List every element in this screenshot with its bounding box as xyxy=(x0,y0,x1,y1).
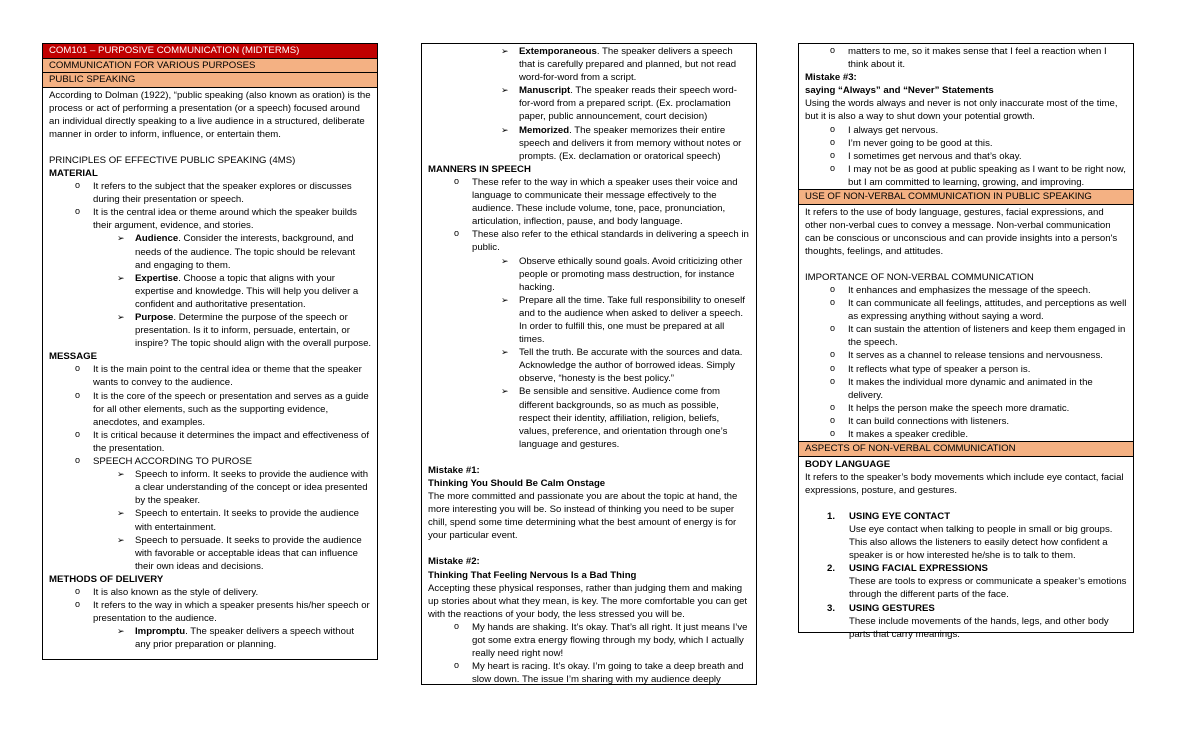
document-title-bar: COM101 – PURPOSIVE COMMUNICATION (MIDTERMS) xyxy=(43,44,377,59)
manners-heading: MANNERS IN SPEECH xyxy=(428,163,531,175)
list-item: o My hands are shaking. It’s okay. That’s all right. It just means I’ve got some extra energy flowing through my body, which I actually really need right now! xyxy=(428,621,751,660)
list-item: ➢ Purpose. Determine the purpose of the speech or presentation. Is it to inform, persuade, entertain, or inspire? The topic should align with the overall purpose. xyxy=(49,311,372,350)
list-item: ➢ Speech to entertain. It seeks to provide the audience with entertainment. xyxy=(49,507,372,533)
list-item: o I always get nervous. xyxy=(805,124,1128,137)
list-item: o SPEECH ACCORDING TO PUROSE xyxy=(49,455,372,468)
list-item: o It can sustain the attention of listeners and keep them engaged in the speech. xyxy=(805,323,1128,349)
list-item: ➢ Speech to persuade. It seeks to provide the audience with favorable or acceptable ideas that can influence their own ideas and decisions. xyxy=(49,534,372,573)
list-item: o It serves as a channel to release tensions and nervousness. xyxy=(805,349,1128,362)
numbered-item: 3. USING GESTURES xyxy=(827,602,935,614)
mistake-2-text: Accepting these physical responses, rather than judging them and making up stories about what they mean, is key. The more comfortable you can get with the reactions of your body, the less stressed you will be. xyxy=(428,582,748,620)
mistake-2-title: Thinking That Feeling Nervous Is a Bad Thing xyxy=(428,569,637,581)
list-item: o It makes the individual more dynamic and animated in the delivery. xyxy=(805,376,1128,402)
section-bar: COMMUNICATION FOR VARIOUS PURPOSES xyxy=(43,59,377,74)
list-item: o It is the central idea or theme around which the speaker builds their argument, evidence, and stories. xyxy=(49,206,372,232)
importance-heading: IMPORTANCE OF NON-VERBAL COMMUNICATION xyxy=(805,271,1034,283)
mistake-3-label: Mistake #3: xyxy=(805,72,857,84)
list-item: ➢ Audience. Consider the interests, background, and needs of the audience. The topic should be relevant and engaging to them. xyxy=(49,232,372,271)
list-item: ➢ Prepare all the time. Take full responsibility to oneself and to the audience when asked to deliver a speech. In order to fulfill this, one must be prepared at all times. xyxy=(428,294,751,346)
list-item: o It reflects what type of speaker a person is. xyxy=(805,363,1128,376)
list-item: o It enhances and emphasizes the message of the speech. xyxy=(805,284,1128,297)
mistake-3-title: saying “Always” and “Never” Statements xyxy=(805,85,994,97)
list-item: o It helps the person make the speech more dramatic. xyxy=(805,402,1128,415)
list-item: ➢ Impromptu. The speaker delivers a speech without any prior preparation or planning. xyxy=(49,625,372,651)
delivery-heading: METHODS OF DELIVERY xyxy=(49,573,164,585)
body-language-heading: BODY LANGUAGE xyxy=(805,458,891,470)
list-item: o It makes a speaker credible. xyxy=(805,428,1128,441)
list-item: ➢ Be sensible and sensitive. Audience come from different backgrounds, so as much as possible, respect their identity, affiliation, religion, beliefs, values, preference, and orientation through one’s language and gestures. xyxy=(428,385,751,450)
body-language-text: It refers to the speaker’s body movements which include eye contact, facial expressions, posture, and gestures. xyxy=(805,471,1124,496)
mistake-3-text: Using the words always and never is not only inaccurate most of the time, but it is also a way to shut down your potential growth. xyxy=(805,98,1118,123)
numbered-item-text: Use eye contact when talking to people in small or big groups. This also allows the listeners to easily detect how confident a speaker is or how interested he/she is to talk to them. xyxy=(849,524,1113,562)
list-item: o It is the core of the speech or presentation and serves as a guide for all other elements, such as the supporting evidence, anecdotes, and examples. xyxy=(49,390,372,429)
list-item: ➢ Observe ethically sound goals. Avoid criticizing other people or promoting mass destruction, for instance hacking. xyxy=(428,255,751,294)
numbered-item-text: These are tools to express or communicate a speaker’s emotions through the different parts of the face. xyxy=(849,576,1127,601)
list-item: o It is critical because it determines the impact and effectiveness of the presentation. xyxy=(49,429,372,455)
column-3 xyxy=(798,43,1134,640)
subsection-bar: PUBLIC SPEAKING xyxy=(43,73,377,88)
message-heading: MESSAGE xyxy=(49,351,97,363)
material-heading: MATERIAL xyxy=(49,167,98,179)
intro-paragraph: According to Dolman (1922), “public speaking (also known as oration) is the process or act of performing a presentation (or a speech) focused around an individual directly speaking to a live audience in a structured, deliberate manner in order to inform, influence, or entertain them. xyxy=(49,89,371,140)
numbered-item: 1. USING EYE CONTACT xyxy=(827,510,951,522)
list-item: ➢ Manuscript. The speaker reads their speech word-for-word from a prepared script. (Ex. proclamation paper, public announcement, court decision) xyxy=(428,84,751,123)
nonverbal-section-bar: USE OF NON-VERBAL COMMUNICATION IN PUBLIC SPEAKING xyxy=(799,189,1133,205)
column-1 xyxy=(42,43,378,660)
list-item: o These also refer to the ethical standards in delivering a speech in public. xyxy=(428,228,751,254)
mistake-1-label: Mistake #1: xyxy=(428,464,480,476)
list-item: o It can communicate all feelings, attitudes, and perceptions as well as expressing anything without saying a word. xyxy=(805,297,1128,323)
list-item: o It is the main point to the central idea or theme that the speaker wants to convey to the audience. xyxy=(49,363,372,389)
list-item: o I’m never going to be good at this. xyxy=(805,137,1128,150)
nonverbal-text: It refers to the use of body language, gestures, facial expressions, and other non-verbal cues to convey a message. Non-verbal communication can be conscious or unconscious and can provide insights into a person's thoughts, feelings, and attitudes. xyxy=(805,206,1118,257)
aspects-section-bar: ASPECTS OF NON-VERBAL COMMUNICATION xyxy=(799,441,1133,457)
list-item: ➢ Memorized. The speaker memorizes their entire speech and delivers it from memory without notes or prompts. (Ex. declamation or oratorical speech) xyxy=(428,124,751,163)
mistake-2-label: Mistake #2: xyxy=(428,556,480,568)
list-item-continued: o matters to me, so it makes sense that I feel a reaction when I think about it. xyxy=(805,45,1128,71)
list-item: o My heart is racing. It’s okay. I’m going to take a deep breath and slow down. The issue I’m sharing with my audience deeply xyxy=(428,660,751,686)
numbered-item-text: These include movements of the hands, legs, and other body parts that carry meanings. xyxy=(849,615,1109,640)
list-item: ➢ Tell the truth. Be accurate with the sources and data. Acknowledge the author of borrowed ideas. Simply observe, “honesty is the best policy.” xyxy=(428,346,751,385)
list-item: o These refer to the way in which a speaker uses their voice and language to communicate their message effectively to the audience. These include volume, tone, pace, pronunciation, articulation, inflection, pause, and body language. xyxy=(428,176,751,228)
list-item: o I sometimes get nervous and that’s okay. xyxy=(805,150,1128,163)
list-item: o I may not be as good at public speaking as I want to be right now, but I am committed to learning, growing, and improving. xyxy=(805,163,1128,189)
list-item: ➢ Expertise. Choose a topic that aligns with your expertise and knowledge. This will help you deliver a confident and authoritative presentation. xyxy=(49,272,372,311)
list-item: o It refers to the subject that the speaker explores or discusses during their presentation or speech. xyxy=(49,180,372,206)
list-item: o It is also known as the style of delivery. xyxy=(49,586,372,599)
mistake-1-title: Thinking You Should Be Calm Onstage xyxy=(428,478,606,489)
mistake-1-text: The more committed and passionate you are about the topic at hand, the more interesting you will be. So instead of thinking you need to be super chill, spend some time determining what the best amount of energy is for your particular event. xyxy=(428,491,738,542)
list-item: ➢ Speech to inform. It seeks to provide the audience with a clear understanding of the concept or idea presented by the speaker. xyxy=(49,468,372,507)
principles-heading: PRINCIPLES OF EFFECTIVE PUBLIC SPEAKING (4MS) xyxy=(49,154,296,166)
numbered-item: 2. USING FACIAL EXPRESSIONS xyxy=(827,563,988,575)
list-item: ➢ Extemporaneous. The speaker delivers a speech that is carefully prepared and planned, but not read word-for-word from a script. xyxy=(428,45,751,84)
column-2 xyxy=(421,43,757,685)
list-item: o It can build connections with listeners. xyxy=(805,415,1128,428)
list-item: o It refers to the way in which a speaker presents his/her speech or presentation to the audience. xyxy=(49,599,372,625)
